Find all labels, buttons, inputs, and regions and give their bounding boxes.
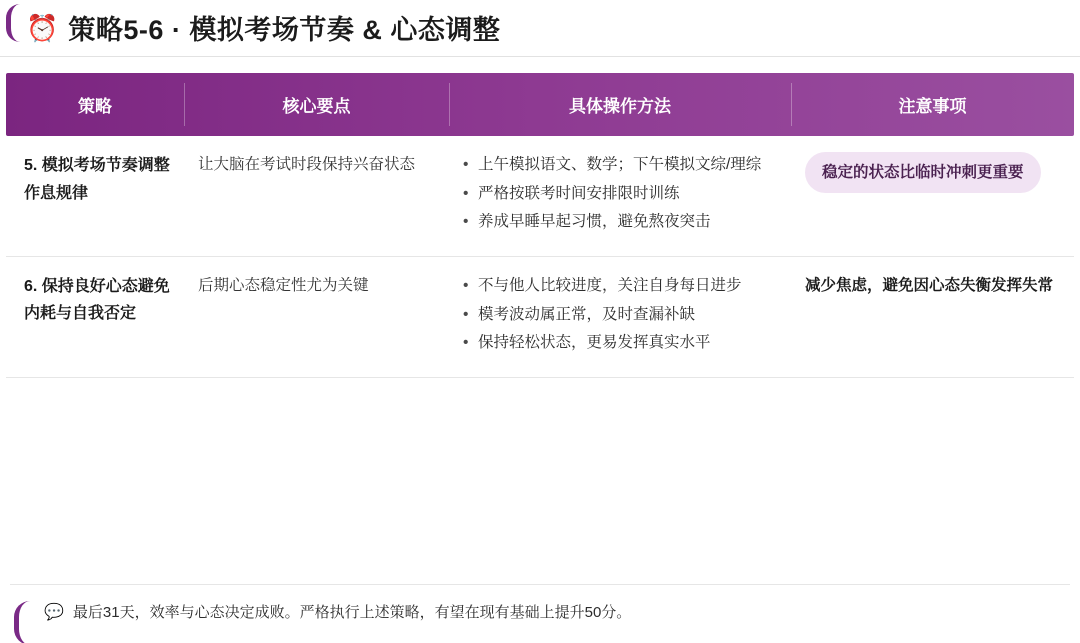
- list-item: • 上午模拟语文、数学；下午模拟文综/理综: [463, 152, 777, 179]
- list-item: • 保持轻松状态，更易发挥真实水平: [463, 330, 777, 357]
- column-header-key-points: 核心要点: [184, 73, 449, 136]
- page-title: 策略5-6 · 模拟考场节奏 & 心态调整: [68, 15, 501, 45]
- speech-bubble-icon: 💬: [44, 604, 64, 621]
- header-divider: [0, 56, 1080, 57]
- column-header-strategy: 策略: [78, 97, 112, 116]
- alarm-clock-icon: ⏰: [26, 12, 59, 43]
- strategy-table: [6, 73, 1074, 378]
- page-header: [0, 0, 1080, 57]
- methods-list: [463, 273, 777, 357]
- column-header-notes: 注意事项: [791, 73, 1074, 136]
- methods-list: [463, 152, 777, 236]
- cell-key-points: 让大脑在考试时段保持兴奋状态: [198, 156, 416, 173]
- footer-note: 最后31天，效率与心态决定成败。严格执行上述策略，有望在现有基础上提升50分。: [72, 604, 632, 621]
- column-header-methods: 具体操作方法: [449, 73, 791, 136]
- list-item: • 严格按联考时间安排限时训练: [463, 181, 777, 208]
- page-footer: [10, 584, 1070, 635]
- table-row: [6, 257, 1074, 378]
- header-accent-bar: [6, 4, 20, 42]
- table-row: [6, 136, 1074, 257]
- footer-wrapper: [0, 584, 1080, 635]
- cell-notes: [791, 136, 1074, 211]
- footer-accent-bar: [14, 601, 30, 643]
- list-item: • 养成早睡早起习惯，避免熬夜突击: [463, 209, 777, 236]
- list-item: • 模考波动属正常，及时查漏补缺: [463, 302, 777, 329]
- table-header-row: [6, 73, 1074, 136]
- cell-strategy: 5. 模拟考场节奏调整作息规律: [24, 157, 170, 202]
- cell-methods: [449, 136, 791, 256]
- cell-key-points: 后期心态稳定性尤为关键: [198, 276, 369, 294]
- cell-methods: [449, 257, 791, 377]
- list-item: • 不与他人比较进度，关注自身每日进步: [463, 273, 777, 300]
- status-badge: 稳定的状态比临时冲刺更重要: [805, 152, 1041, 193]
- cell-notes: 减少焦虑，避免因心态失衡发挥失常: [805, 276, 1054, 294]
- cell-strategy: 6. 保持良好心态避免内耗与自我否定: [24, 277, 170, 323]
